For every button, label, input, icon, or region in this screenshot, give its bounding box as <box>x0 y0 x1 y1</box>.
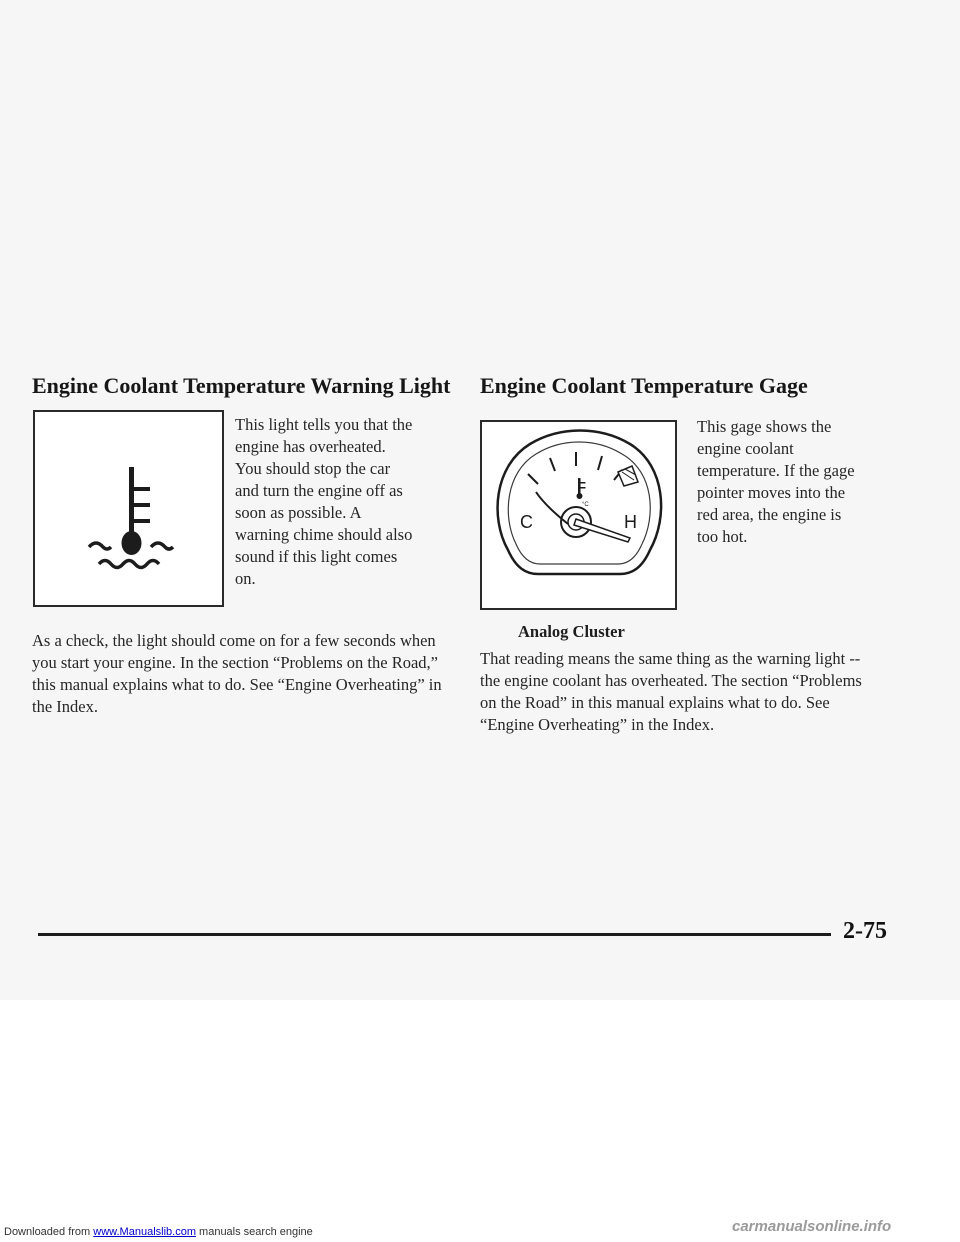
page-number: 2-75 <box>843 918 887 944</box>
gauge-hot-label: H <box>624 512 637 532</box>
watermark-text: carmanualsonline.info <box>732 1218 892 1235</box>
download-footer <box>4 1226 313 1238</box>
footer-rule <box>38 933 831 936</box>
warning-light-heading: Engine Coolant Temperature Warning Light <box>32 373 451 398</box>
coolant-warning-symbol-figure <box>33 410 224 607</box>
footer-suffix: manuals search engine <box>195 1226 313 1238</box>
temperature-gage-reading-paragraph: That reading means the same thing as the warning light -- the engine coolant has overheated. The section “Problems on the Road” in this manual explains what to do. See “Engine Overheating” in the Index. <box>480 649 862 734</box>
manualslib-link[interactable]: www.Manualslib.com <box>93 1226 196 1238</box>
temperature-gage-heading: Engine Coolant Temperature Gage <box>480 373 808 398</box>
footer-prefix: Downloaded from <box>4 1226 94 1238</box>
figure-caption: Analog Cluster <box>518 622 625 641</box>
coolant-temperature-icon <box>35 412 222 605</box>
warning-light-check-paragraph: As a check, the light should come on for a few seconds when you start your engine. In the section “Problems on the Road,” this manual explains what to do. See “Engine Overheating” in the Index. <box>32 631 442 716</box>
temperature-gage-description: This gage shows the engine coolant temperature. If the gage pointer moves into the red area, the engine is too hot. <box>697 417 855 546</box>
analog-cluster-figure <box>480 420 677 610</box>
gauge-unit-text: °C <box>582 502 589 508</box>
warning-light-description: This light tells you that the engine has overheated. You should stop the car and turn the engine off as soon as possible. A warning chime should also sound if this light comes on. <box>235 415 413 588</box>
temperature-gauge-illustration <box>482 422 675 608</box>
gauge-cold-label: C <box>520 512 533 532</box>
